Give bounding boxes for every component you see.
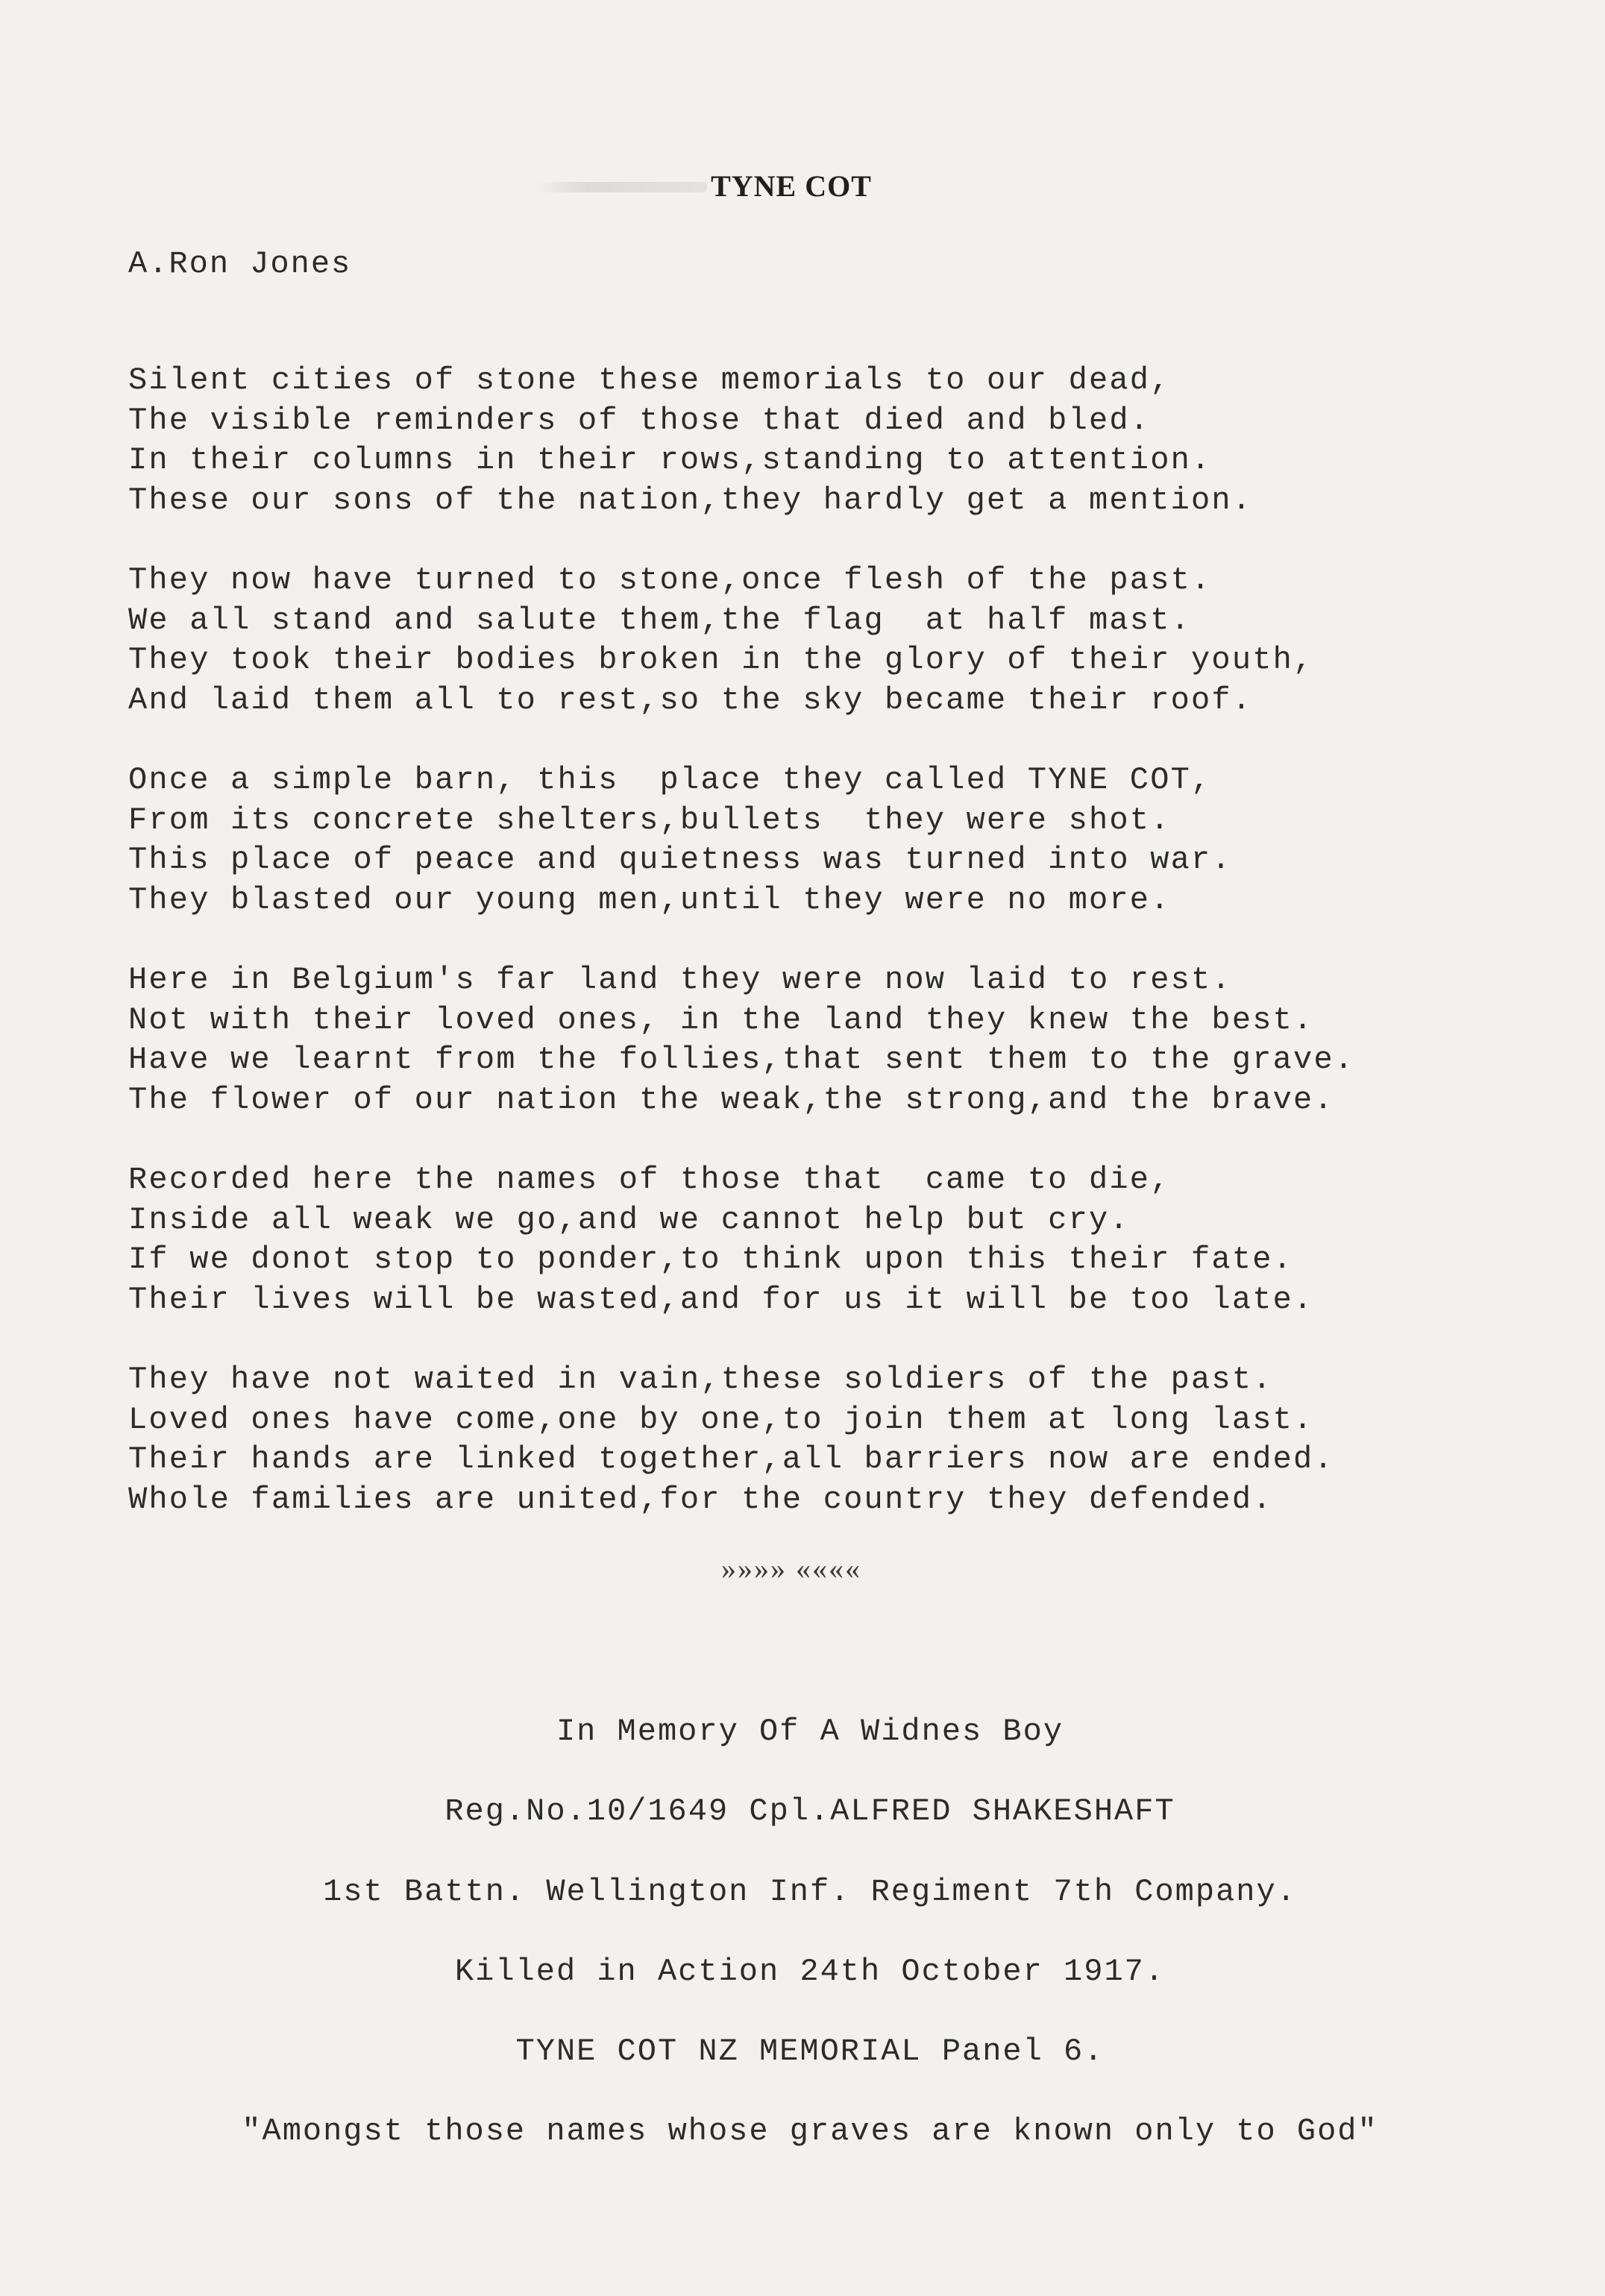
poem-line: If we donot stop to ponder,to think upon this their fate. [128, 1242, 1294, 1277]
poem-line: They now have turned to stone,once flesh of the past. [128, 562, 1212, 598]
poem-line: The visible reminders of those that died and bled. [128, 402, 1151, 438]
poem-line: Not with their loved ones, in the land they knew the best. [128, 1001, 1314, 1038]
memorial-quote: "Amongst those names whose graves are known only to God" [242, 2113, 1378, 2149]
poem-line: This place of peace and quietness was turned into war. [128, 842, 1232, 878]
poem-line: Once a simple barn, this place they called TYNE COT, [128, 762, 1212, 798]
stanza [128, 1160, 1354, 1320]
poem-line: These our sons of the nation,they hardly get a mention. [128, 482, 1253, 518]
memorial-unit: 1st Battn. Wellington Inf. Regiment 7th Company. [323, 1874, 1297, 1910]
poem-line: Here in Belgium's far land they were now laid to rest. [128, 962, 1232, 998]
poem-line: Silent cities of stone these memorials to our dead, [128, 362, 1171, 398]
poem-body [128, 361, 1354, 1560]
memorial-dedication: In Memory Of A Widnes Boy [556, 1714, 1064, 1749]
poem-line: The flower of our nation the weak,the strong,and the brave. [128, 1081, 1334, 1118]
poem-line: They took their bodies broken in the glory of their youth, [128, 642, 1314, 678]
poem-line: In their columns in their rows,standing to attention. [128, 442, 1212, 478]
poem-line: Recorded here the names of those that came to die, [128, 1162, 1171, 1198]
poem-line: Loved ones have come,one by one,to join them at long last. [128, 1401, 1314, 1438]
section-divider: »»»» «««« [721, 1552, 861, 1585]
memorial-soldier: Reg.No.10/1649 Cpl.ALFRED SHAKESHAFT [445, 1793, 1175, 1829]
memorial-date: Killed in Action 24th October 1917. [454, 1954, 1166, 1990]
poem-author: A.Ron Jones [128, 246, 352, 282]
stanza [128, 761, 1354, 920]
poem-line: Whole families are united,for the country they defended. [128, 1481, 1273, 1517]
poem-line: And laid them all to rest,so the sky became their roof. [128, 682, 1253, 718]
poem-line: From its concrete shelters,bullets they were shot. [128, 802, 1171, 838]
poem-line: They blasted our young men,until they were no more. [128, 881, 1171, 918]
poem-line: Their lives will be wasted,and for us it will be too late. [128, 1281, 1314, 1318]
poem-line: We all stand and salute them,the flag at half mast. [128, 602, 1192, 638]
stanza [128, 361, 1354, 520]
poem-title: TYNE COT [711, 169, 872, 203]
memorial-panel: TYNE COT NZ MEMORIAL Panel 6. [515, 2034, 1105, 2069]
stanza [128, 561, 1354, 720]
stanza [128, 960, 1354, 1120]
poem-line: They have not waited in vain,these soldiers of the past. [128, 1362, 1273, 1397]
poem-line: Have we learnt from the follies,that sent them to the grave. [128, 1042, 1355, 1078]
poem-line: Their hands are linked together,all barriers now are ended. [128, 1441, 1334, 1477]
stanza [128, 1360, 1354, 1520]
poem-line: Inside all weak we go,and we cannot help but cry. [128, 1201, 1130, 1238]
